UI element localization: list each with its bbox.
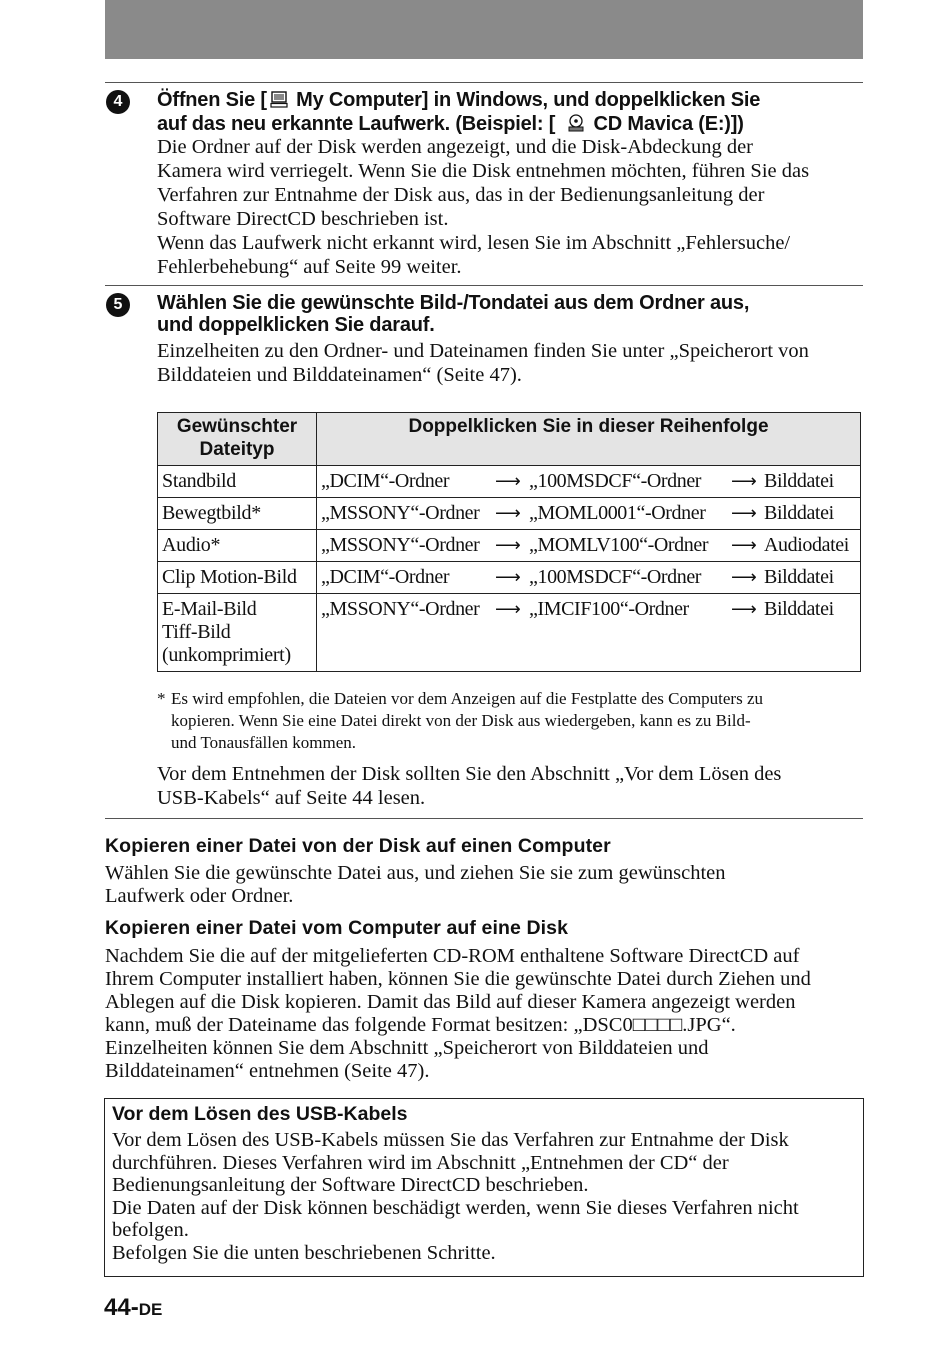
step-4-line: Die Ordner auf der Disk werden angezeigt, und die Disk-Abdeckung der — [157, 136, 754, 158]
arrow-icon: ⟶ — [495, 503, 521, 524]
type-line: (unkomprimiert) — [162, 644, 291, 666]
arrow-icon: ⟶ — [731, 567, 757, 588]
footnote-line: kopieren. Wenn Sie eine Datei direkt von der Disk aus wiedergeben, kann es zu Bild- — [171, 711, 751, 730]
folder-2: „IMCIF100“-Ordner — [529, 598, 689, 620]
target-file: Bilddatei — [764, 566, 834, 588]
table-cell-sequence — [317, 498, 861, 530]
folder-2: „MOMLV100“-Ordner — [529, 534, 709, 556]
step-4-line: Verfahren zur Entnahme der Disk aus, das in der Bedienungsanleitung der — [157, 184, 765, 206]
section-1-line: Wählen Sie die gewünschte Datei aus, und ziehen Sie sie zum gewünschten — [105, 862, 726, 884]
arrow-icon: ⟶ — [731, 535, 757, 556]
usb-note-line: durchführen. Dieses Verfahren wird im Abschnitt „Entnehmen der CD“ der — [112, 1151, 729, 1174]
arrow-icon: ⟶ — [495, 599, 521, 620]
section-1-line: Laufwerk oder Ordner. — [105, 885, 294, 907]
section-1-title: Kopieren einer Datei von der Disk auf einen Computer — [105, 835, 611, 857]
section-2-line: Einzelheiten können Sie dem Abschnitt „Speicherort von Bilddateien und — [105, 1037, 709, 1059]
section-2-line: kann, muß der Dateiname das folgende Format besitzen: „DSC0□□□□.JPG“. — [105, 1014, 736, 1036]
step-5-body — [157, 339, 862, 387]
table-header-sequence: Doppelklicken Sie in dieser Reihenfolge — [317, 413, 861, 466]
section-2-line: Bilddateinamen“ entnehmen (Seite 47). — [105, 1060, 430, 1082]
arrow-icon: ⟶ — [495, 567, 521, 588]
section-2-title: Kopieren einer Datei vom Computer auf eine Disk — [105, 917, 569, 939]
footnote-line: und Tonausfällen kommen. — [171, 733, 356, 752]
step-4-title-c: auf das neu erkannte Laufwerk. (Beispiel: [ — [157, 113, 556, 135]
divider-top — [105, 82, 863, 83]
section-2-line: Ablegen auf die Disk kopieren. Damit das Bild auf dieser Kamera angezeigt werden — [105, 991, 796, 1013]
table-cell-type — [158, 530, 317, 562]
type-line: Standbild — [162, 470, 236, 492]
target-file: Bilddatei — [764, 598, 834, 620]
after-table-line: USB-Kabels“ auf Seite 44 lesen. — [157, 787, 426, 809]
table-row — [158, 594, 861, 672]
section-1-body — [105, 862, 863, 908]
table-cell-type — [158, 562, 317, 594]
step-5-line: Bilddateien und Bilddateinamen“ (Seite 47). — [157, 364, 522, 386]
type-line: Tiff-Bild — [162, 621, 231, 643]
table-cell-type — [158, 498, 317, 530]
page-language-suffix: DE — [138, 1300, 163, 1319]
page-number — [104, 1294, 162, 1324]
arrow-icon: ⟶ — [731, 471, 757, 492]
step-4-line: Kamera wird verriegelt. Wenn Sie die Disk entnehmen möchten, führen Sie das — [157, 160, 810, 182]
type-line: Audio* — [162, 534, 221, 556]
step-5-number: 5 — [106, 293, 130, 317]
folder-1: „MSSONY“-Ordner — [321, 502, 480, 524]
arrow-icon: ⟶ — [495, 471, 521, 492]
header-bar — [105, 0, 863, 59]
footnote — [157, 688, 862, 754]
folder-2: „MOML0001“-Ordner — [529, 502, 706, 524]
step-4-title-d: CD Mavica (E:)]) — [588, 113, 744, 135]
type-line: Clip Motion-Bild — [162, 566, 297, 588]
target-file: Audiodatei — [764, 534, 849, 556]
footnote-line: Es wird empfohlen, die Dateien vor dem Anzeigen auf die Festplatte des Computers zu — [171, 689, 764, 708]
step-4-number: 4 — [106, 90, 130, 114]
step-5-line: Einzelheiten zu den Ordner- und Dateinamen finden Sie unter „Speicherort von — [157, 340, 809, 362]
usb-note-body — [112, 1129, 858, 1264]
step-5-title-line: Wählen Sie die gewünschte Bild-/Tondatei aus dem Ordner aus, — [157, 292, 750, 314]
arrow-icon: ⟶ — [731, 599, 757, 620]
table-cell-sequence — [317, 466, 861, 498]
divider-step5 — [105, 285, 863, 286]
table-cell-sequence — [317, 594, 861, 672]
table-row — [158, 562, 861, 594]
section-2-body — [105, 945, 863, 1083]
after-table-line: Vor dem Entnehmen der Disk sollten Sie den Abschnitt „Vor dem Lösen des — [157, 763, 782, 785]
table-cell-sequence — [317, 530, 861, 562]
table-cell-sequence — [317, 562, 861, 594]
arrow-icon: ⟶ — [495, 535, 521, 556]
step-4-line: Fehlerbehebung“ auf Seite 99 weiter. — [157, 256, 462, 278]
step-4-body — [157, 135, 862, 279]
target-file: Bilddatei — [764, 502, 834, 524]
divider-sections — [105, 818, 863, 819]
folder-1: „MSSONY“-Ordner — [321, 534, 480, 556]
type-line: Bewegtbild* — [162, 502, 261, 524]
folder-1: „MSSONY“-Ordner — [321, 598, 480, 620]
table-row — [158, 530, 861, 562]
table-cell-type — [158, 466, 317, 498]
usb-note-line: Die Daten auf der Disk können beschädigt werden, wenn Sie dieses Verfahren nicht — [112, 1196, 799, 1219]
page-number-value: 44- — [104, 1294, 139, 1321]
step-4-line: Wenn das Laufwerk nicht erkannt wird, lesen Sie im Abschnitt „Fehlersuche/ — [157, 232, 791, 254]
usb-note-line: befolgen. — [112, 1219, 189, 1241]
after-table-text — [157, 762, 862, 810]
target-file: Bilddatei — [764, 470, 834, 492]
table-cell-type — [158, 594, 317, 672]
folder-1: „DCIM“-Ordner — [321, 470, 450, 492]
usb-note-line: Befolgen Sie die unten beschriebenen Schritte. — [112, 1241, 496, 1264]
table-row — [158, 466, 861, 498]
table-header-row — [158, 413, 861, 466]
usb-note-title: Vor dem Lösen des USB-Kabels — [112, 1103, 408, 1125]
folder-1: „DCIM“-Ordner — [321, 566, 450, 588]
step-4-title-a: Öffnen Sie [ — [157, 89, 267, 111]
arrow-icon: ⟶ — [731, 503, 757, 524]
table-row — [158, 498, 861, 530]
usb-note-line: Bedienungsanleitung der Software DirectCD beschrieben. — [112, 1174, 589, 1196]
footnote-mark: * — [157, 689, 166, 708]
my-computer-icon — [270, 91, 288, 113]
type-line: E-Mail-Bild — [162, 598, 257, 620]
section-2-line: Nachdem Sie die auf der mitgelieferten CD-ROM enthaltene Software DirectCD auf — [105, 945, 800, 967]
step-5-title-line: und doppelklicken Sie darauf. — [157, 314, 435, 336]
usb-note-box — [104, 1098, 864, 1277]
section-2-line: Ihrem Computer installiert haben, können Sie die gewünschte Datei durch Ziehen und — [105, 968, 811, 990]
usb-note-line: Vor dem Lösen des USB-Kabels müssen Sie das Verfahren zur Entnahme der Disk — [112, 1129, 789, 1151]
step-4-title-b: My Computer] in Windows, und doppelklicken Sie — [290, 89, 761, 111]
file-type-table — [157, 412, 861, 672]
table-header-type: Gewünschter Dateityp — [158, 413, 317, 466]
step-4-line: Software DirectCD beschrieben ist. — [157, 208, 449, 230]
cd-drive-icon — [567, 114, 585, 137]
step-4-title — [157, 89, 862, 137]
step-5-title — [157, 292, 862, 336]
folder-2: „100MSDCF“-Ordner — [529, 566, 702, 588]
folder-2: „100MSDCF“-Ordner — [529, 470, 702, 492]
